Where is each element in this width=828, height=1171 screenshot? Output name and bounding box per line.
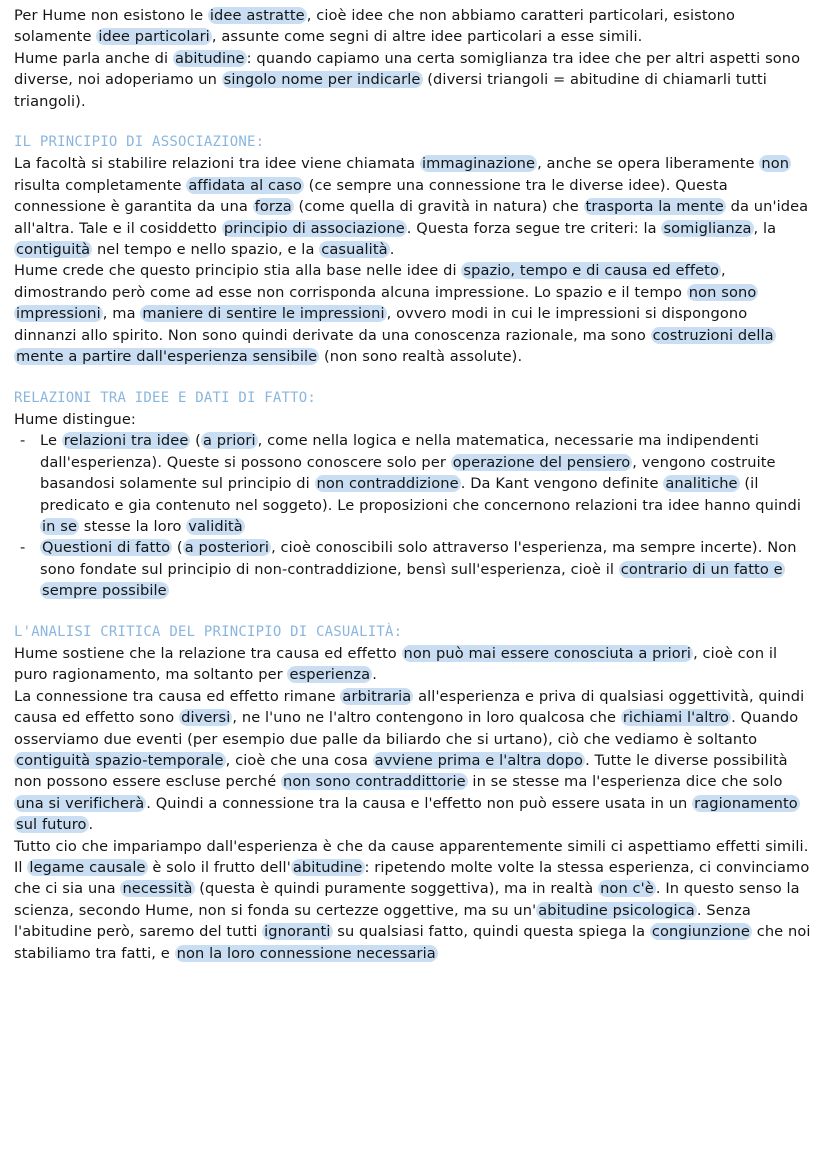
section [14,5,812,112]
highlighted-text: forza [254,198,292,216]
highlighted-text: relazioni tra idee [63,432,189,450]
bullet-list [14,430,812,601]
highlighted-text: non sono impressioni [16,283,757,323]
highlighted-text: richiami l'altro [622,709,730,727]
text-run: che noi stabiliamo tra fatti, e [14,923,811,962]
text-run: stesse la loro [79,517,187,535]
paragraph [14,836,812,964]
text-run: . Da Kant vengono definite [460,475,664,493]
text-run: risulta completamente [14,176,187,194]
highlighted-text: immaginazione [421,155,536,173]
paragraph [14,153,812,260]
highlighted-text: abitudine [174,49,245,67]
text-run: ( [172,539,183,557]
highlighted-text: in se [42,517,78,535]
text-run: , cioè che una cosa [225,752,373,769]
highlighted-text: validità [188,517,243,535]
text-run: . In questo senso la scienza, secondo Hume, non si fonda su certezze oggettive, ma su un' [14,880,800,919]
highlighted-text: ignoranti [264,923,331,941]
text-run: , dimostrando però come ad esse non corrisponda alcuna impressione. Lo spazio e il tempo [14,262,726,301]
text-run: (non sono realtà assolute). [319,348,523,366]
text-run: , cioè con il puro ragionamento, ma soltanto per [14,644,778,684]
text-run: (il predicato e gia contenuto nel soggeto). Le proposizioni che concernono relazioni tra idee hanno quindi [40,475,801,514]
text-run: è solo il frutto dell' [147,859,291,877]
text-run: : quando capiamo una certa somiglianza tra idee che per altri aspetti sono diverse, noi adoperiamo un [14,49,801,89]
bullet-item [14,537,812,601]
text-run: La connessione tra causa ed effetto rimane [14,687,341,705]
paragraph [14,643,812,686]
highlighted-text: legame causale [29,859,146,877]
text-run: nel tempo e nello spazio, e la [92,241,320,259]
text-run: . Questa forza segue tre criteri: la [406,219,662,237]
highlighted-text: avviene prima e l'altra dopo [374,752,584,769]
highlighted-text: arbitraria [342,687,412,705]
text-run: , cioè idee che non abbiamo caratteri particolari, esistono solamente [14,7,736,46]
highlighted-text: ragionamento sul futuro [16,794,798,834]
text-run: , ma [102,305,141,323]
highlighted-text: non contraddizione [316,475,459,493]
text-run: , cioè conoscibili solo attraverso l'esperienza, ma sempre incerte). Non sono fondate sul principio di non-contraddizione, bensì sull'esperienza, cioè il [40,539,797,578]
section [14,132,812,367]
highlighted-text: diversi [181,709,231,727]
highlighted-text: Questioni di fatto [42,539,171,557]
highlighted-text: maniere di sentire le impressioni [142,305,385,323]
text-run: . Quando osserviamo due eventi (per esempio due palle da biliardo che si urtano), ciò che vediamo è soltanto [14,709,799,748]
text-run: . [389,241,395,259]
text-run: , anche se opera liberamente [537,155,760,173]
text-run: (diversi triangoli = abitudine di chiamarli tutti triangoli). [14,71,767,110]
highlighted-text: non sono contraddittorie [283,773,466,791]
section [14,388,812,602]
text-run: (ce sempre una connessione tra le diverse idee). Questa connessione è garantita da una [14,176,728,216]
paragraph [14,686,812,836]
text-run: . Tutte le diverse possibilità non possono essere escluse perché [14,752,788,791]
highlighted-text: congiunzione [651,923,750,941]
text-run: Per Hume non esistono le [14,7,208,24]
paragraph [14,409,812,430]
text-run: (questa è quindi puramente soggettiva), ma in realtà [194,880,599,898]
highlighted-text: abitudine psicologica [538,901,695,919]
text-run: , ovvero modi in cui le impressioni si dispongono dinnanzi allo spirito. Non sono quindi derivate da una conoscenza razionale, ma sono [14,305,748,344]
section-heading: IL PRINCIPIO DI ASSOCIAZIONE: [14,134,265,151]
highlighted-text: non può mai essere conosciuta a priori [403,644,692,662]
highlighted-text: somiglianza [663,219,752,237]
highlighted-text: una si verificherà [16,794,145,812]
text-run: Hume crede che questo principio stia alla base nelle idee di [14,262,462,280]
text-run: all'esperienza e priva di qualsiasi oggettività, quindi causa ed effetto sono [14,687,805,727]
text-run: , la [753,219,777,237]
highlighted-text: abitudine [292,859,363,877]
text-run: . Quindi a connessione tra la causa e l'effetto non può essere usata in un [146,794,693,812]
section [14,622,812,965]
highlighted-text: contiguità [16,241,91,259]
text-run: (come quella di gravità in natura) che [293,198,584,216]
highlighted-text: costruzioni della mente a partire dall'esperienza sensibile [16,326,774,366]
paragraph [14,48,812,112]
text-run: in se stesse ma l'esperienza dice che solo [467,773,783,791]
highlighted-text: contrario di un fatto e sempre possibile [42,560,783,600]
highlighted-text: non [761,155,790,173]
notes-page [14,5,812,964]
text-run: La facoltà si stabilire relazioni tra idee viene chiamata [14,155,420,173]
text-run: . [88,816,94,834]
highlighted-text: necessità [122,880,193,898]
text-run: . Senza l'abitudine però, saremo del tutti [14,901,751,941]
text-run: Tutto cio che impariampo dall'esperienza è che da cause apparentemente simili ci aspettiamo effetti simili. Il [14,837,809,877]
highlighted-text: casualità [321,241,388,259]
text-run: . [372,666,377,684]
highlighted-text: esperienza [289,666,371,684]
highlighted-text: spazio, tempo e di causa ed effeto [463,262,719,280]
highlighted-text: a priori [202,432,256,450]
section-heading: RELAZIONI TRA IDEE E DATI DI FATTO: [14,389,317,406]
section-heading: L'ANALISI CRITICA DEL PRINCIPIO DI CASUALITÀ: [14,623,403,640]
text-run: , ne l'uno ne l'altro contengono in loro qualcosa che [232,709,621,727]
highlighted-text: principio di associazione [223,219,405,237]
text-run: su qualsiasi fatto, quindi questa spiega la [332,923,650,941]
text-run: , vengono costruite basandosi solamente sul principio di [40,453,776,493]
paragraph [14,5,812,48]
highlighted-text: trasporta la mente [585,198,724,216]
text-run: , come nella logica e nella matematica, necessarie ma indipendenti dall'esperienza). Queste si possono conoscere solo per [40,432,759,471]
highlighted-text: idee astratte [209,7,305,24]
text-run: Hume parla anche di [14,49,173,67]
text-run: , assunte come segni di altre idee particolari a esse simili. [211,28,643,46]
highlighted-text: idee particolari [98,28,210,46]
paragraph [14,260,812,367]
highlighted-text: affidata al caso [188,176,302,194]
text-run: ( [190,432,201,450]
highlighted-text: a posteriori [184,539,270,557]
highlighted-text: non la loro connessione necessaria [176,944,436,962]
text-run: Hume distingue: [14,410,136,428]
text-run: Le [40,432,62,450]
highlighted-text: contiguità spazio-temporale [16,752,224,769]
text-run: : ripetendo molte volte la stessa esperienza, ci convinciamo che ci sia una [14,859,810,898]
bullet-item [14,430,812,537]
text-run: da un'idea all'altra. Tale e il cosiddetto [14,198,809,237]
highlighted-text: non c'è [600,880,654,898]
text-run: Hume sostiene che la relazione tra causa ed effetto [14,644,402,662]
highlighted-text: analitiche [665,475,738,493]
highlighted-text: operazione del pensiero [452,453,631,471]
highlighted-text: singolo nome per indicarle [223,71,421,89]
